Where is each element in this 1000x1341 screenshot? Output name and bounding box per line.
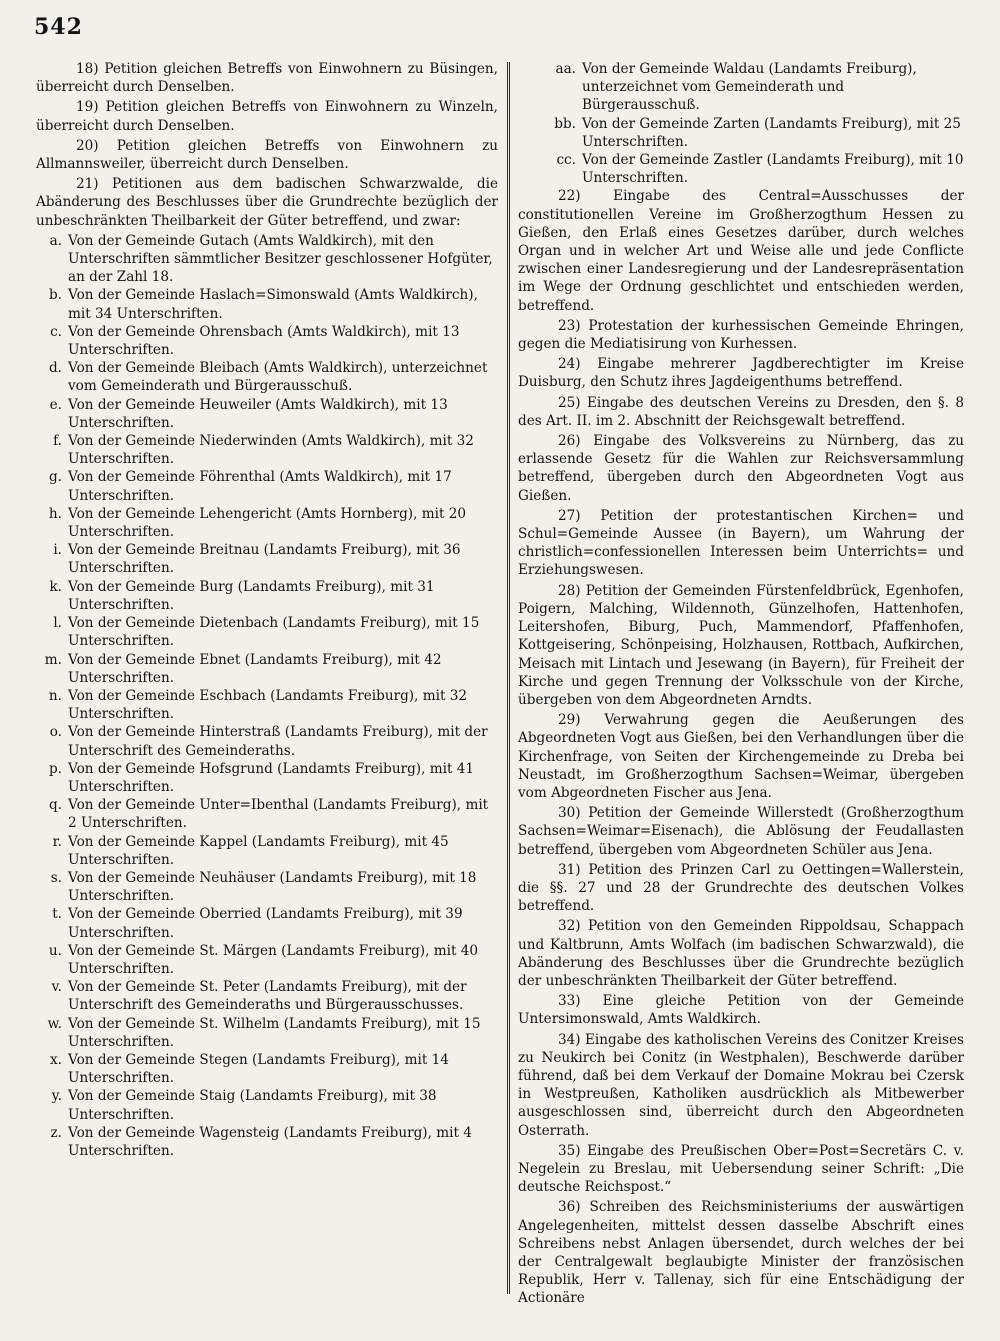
list-item-letter: k. [49, 578, 62, 595]
list-item-text: Von der Gemeinde St. Peter (Landamts Freiburg), mit der Unterschrift des Gemeinderaths und Bürgerausschusses. [68, 979, 467, 1014]
list-item-letter: o. [49, 724, 62, 741]
list-item-letter: q. [48, 797, 62, 814]
petition-19: 19) Petition gleichen Betreffs von Einwohnern zu Winzeln, überreicht durch Denselben. [36, 99, 498, 134]
list-item-text: Von der Gemeinde Haslach=Simonswald (Amts Waldkirch), mit 34 Unterschriften. [68, 287, 478, 322]
list-item-text: Von der Gemeinde Stegen (Landamts Freiburg), mit 14 Unterschriften. [68, 1051, 449, 1087]
list-item [36, 942, 498, 978]
list-item [36, 687, 498, 723]
list-item-letter: b. [48, 287, 62, 304]
petition-paragraph: 23) Protestation der kurhessischen Gemeinde Ehringen, gegen die Mediatisirung von Kurhessen. [518, 317, 964, 353]
list-item-letter: n. [48, 687, 62, 704]
list-item-text: Von der Gemeinde Bleibach (Amts Waldkirch), unterzeichnet vom Gemeinderath und Bürgerausschuß. [68, 360, 488, 395]
list-item-text: Von der Gemeinde Föhrenthal (Amts Waldkirch), mit 17 Unterschriften. [68, 469, 452, 504]
petition-paragraph: 26) Eingabe des Volksvereins zu Nürnberg, das zu erlassende Gesetz für die Wahlen zur Reichsversammlung betreffend, übergeben durch den Abgeordneten Vogt aus Gießen. [518, 433, 964, 504]
list-item [36, 323, 498, 359]
right-column [518, 60, 964, 1310]
petition-paragraph: 35) Eingabe des Preußischen Ober=Post=Secretärs C. v. Negelein zu Breslau, mit Uebersendung seiner Schrift: „Die deutsche Reichspost.“ [518, 1142, 964, 1196]
list-item-text: Von der Gemeinde Heuweiler (Amts Waldkirch), mit 13 Unterschriften. [68, 396, 448, 431]
list-item-letter: bb. [554, 115, 576, 132]
list-item-letter: l. [53, 615, 62, 632]
list-item-text: Von der Gemeinde Ohrensbach (Amts Waldkirch), mit 13 Unterschriften. [68, 323, 460, 359]
petition-21-sublist-continued [518, 60, 964, 187]
list-item [36, 869, 498, 905]
list-item [36, 760, 498, 796]
list-item-letter: i. [53, 542, 62, 559]
list-item-text: Von der Gemeinde Ebnet (Landamts Freiburg), mit 42 Unterschriften. [68, 651, 442, 686]
list-item-letter: d. [48, 360, 62, 377]
petition-paragraph: 28) Petition der Gemeinden Fürstenfeldbrück, Egenhofen, Poigern, Malching, Wildennoth, Günzelhofen, Hattenhofen, Leitershofen, Biburg, Puch, Mammendorf, Pfaffenhofen, Kottgeisering, Schönpeising, Holzhausen, Rottbach, Aufkirchen, Meisach mit Lintach und Jesewang (in Bayern), für Freiheit der Kirche und gegen Trennung der Volksschule von der Kirche, übergeben von dem Abgeordneten Arndts. [518, 582, 964, 708]
list-item-letter: m. [44, 651, 62, 668]
list-item-text: Von der Gemeinde Oberried (Landamts Freiburg), mit 39 Unterschriften. [68, 906, 463, 941]
list-item [518, 115, 964, 151]
list-item-text: Von der Gemeinde Wagensteig (Landamts Freiburg), mit 4 Unterschriften. [68, 1124, 472, 1159]
list-item-letter: x. [50, 1051, 62, 1068]
list-item-letter: r. [52, 833, 62, 850]
list-item-letter: s. [50, 869, 62, 886]
list-item-letter: w. [47, 1015, 62, 1032]
list-item [36, 1051, 498, 1087]
list-item-text: Von der Gemeinde Dietenbach (Landamts Freiburg), mit 15 Unterschriften. [68, 615, 480, 650]
list-item [36, 978, 498, 1014]
list-item [36, 541, 498, 577]
list-item-text: Von der Gemeinde Waldau (Landamts Freiburg), unterzeichnet vom Gemeinderath und Bürgerausschuß. [582, 61, 917, 114]
list-item-letter: c. [50, 323, 62, 340]
list-item-letter: h. [48, 505, 62, 522]
list-item [36, 614, 498, 650]
list-item-text: Von der Gemeinde Neuhäuser (Landamts Freiburg), mit 18 Unterschriften. [68, 869, 477, 905]
petition-paragraph: 34) Eingabe des katholischen Vereins des Conitzer Kreises zu Neukirch bei Conitz (in Westphalen), Beschwerde darüber führend, daß bei dem Verkauf der Domaine Mokrau bei Czersk in Westpreußen, Katholiken ausdrücklich als Mitbewerber ausgeschlossen sind, überreicht durch den Abgeordneten Osterrath. [518, 1031, 964, 1139]
list-item-text: Von der Gemeinde Zastler (Landamts Freiburg), mit 10 Unterschriften. [582, 152, 964, 187]
list-item [36, 505, 498, 541]
column-divider [507, 62, 510, 1294]
list-item [36, 833, 498, 869]
petition-paragraph: 25) Eingabe des deutschen Vereins zu Dresden, den §. 8 des Art. II. im 2. Abschnitt der Reichsgewalt betreffend. [518, 394, 964, 429]
list-item-text: Von der Gemeinde Breitnau (Landamts Freiburg), mit 36 Unterschriften. [68, 542, 461, 577]
list-item-text: Von der Gemeinde Zarten (Landamts Freiburg), mit 25 Unterschriften. [582, 115, 961, 150]
list-item-letter: f. [53, 433, 62, 450]
list-item [36, 796, 498, 832]
petition-paragraph: 29) Verwahrung gegen die Aeußerungen des Abgeordneten Vogt aus Gießen, bei den Verhandlungen über die Kirchenfrage, von Seiten der Kirchengemeinde zu Dreba bei Neustadt, im Großherzogthum Sachsen=Weimar, übergeben vom Abgeordneten Fischer aus Jena. [518, 712, 964, 801]
list-item-letter: y. [51, 1088, 62, 1105]
list-item [36, 396, 498, 432]
list-item-letter: z. [50, 1124, 62, 1141]
list-item-letter: e. [49, 396, 62, 413]
list-item [36, 359, 498, 395]
list-item [518, 151, 964, 187]
petition-18: 18) Petition gleichen Betreffs von Einwohnern zu Büsingen, überreicht durch Denselben. [36, 61, 498, 96]
list-item [518, 60, 964, 115]
list-item [36, 905, 498, 941]
list-item-text: Von der Gemeinde Hinterstraß (Landamts Freiburg), mit der Unterschrift des Gemeinderaths. [68, 724, 488, 759]
list-item [36, 1087, 498, 1123]
list-item-letter: g. [48, 469, 62, 486]
list-item [36, 432, 498, 468]
list-item-text: Von der Gemeinde Unter=Ibenthal (Landamts Freiburg), mit 2 Unterschriften. [68, 797, 489, 832]
list-item [36, 578, 498, 614]
list-item [36, 651, 498, 687]
petition-paragraph: 30) Petition der Gemeinde Willerstedt (Großherzogthum Sachsen=Weimar=Eisenach), die Ablösung der Feudallasten betreffend, übergeben vom Abgeordneten Schüler aus Jena. [518, 805, 964, 858]
list-item-text: Von der Gemeinde Gutach (Amts Waldkirch), mit den Unterschriften sämmtlicher Besitzer geschlossener Hofgüter, an der Zahl 18. [68, 232, 493, 286]
list-item [36, 232, 498, 287]
petition-paragraph: 33) Eine gleiche Petition von der Gemeinde Untersimonswald, Amts Waldkirch. [518, 993, 964, 1028]
list-item [36, 723, 498, 759]
list-item-text: Von der Gemeinde Hofsgrund (Landamts Freiburg), mit 41 Unterschriften. [68, 760, 475, 795]
petition-20: 20) Petition gleichen Betreffs von Einwohnern zu Allmannsweiler, überreicht durch Denselben. [36, 137, 498, 173]
list-item-text: Von der Gemeinde Eschbach (Landamts Freiburg), mit 32 Unterschriften. [68, 687, 468, 723]
list-item-text: Von der Gemeinde Niederwinden (Amts Waldkirch), mit 32 Unterschriften. [68, 433, 474, 468]
petition-paragraph: 31) Petition des Prinzen Carl zu Oettingen=Wallerstein, die §§. 27 und 28 der Grundrechte des deutschen Volkes betreffend. [518, 861, 964, 915]
list-item [36, 1124, 498, 1160]
petition-paragraph: 36) Schreiben des Reichsministeriums der auswärtigen Angelegenheiten, mittelst dessen dasselbe Abschrift eines Schreibens nebst Anlagen übersendet, durch welches der bei der Centralgewalt beglaubigte Minister der französischen Republik, Herr v. Tallenay, sich für eine Entschädigung der Actionäre [518, 1199, 964, 1307]
list-item-text: Von der Gemeinde Lehengericht (Amts Hornberg), mit 20 Unterschriften. [68, 505, 467, 541]
list-item-text: Von der Gemeinde Kappel (Landamts Freiburg), mit 45 Unterschriften. [68, 833, 449, 868]
list-item-text: Von der Gemeinde Staig (Landamts Freiburg), mit 38 Unterschriften. [68, 1088, 437, 1123]
petition-21: 21) Petitionen aus dem badischen Schwarzwalde, die Abänderung des Beschlusses über die Grundrechte bezüglich der unbeschränkten Theilbarkeit der Güter betreffend, und zwar: [36, 176, 498, 229]
page-number: 542 [34, 14, 83, 40]
petition-list [518, 187, 964, 1307]
list-item [36, 468, 498, 504]
list-item-text: Von der Gemeinde St. Wilhelm (Landamts Freiburg), mit 15 Unterschriften. [68, 1015, 481, 1050]
petition-paragraph: 32) Petition von den Gemeinden Rippoldsau, Schappach und Kaltbrunn, Amts Wolfach (im badischen Schwarzwald), die Abänderung des Beschlusses über die Grundrechte bezüglich der unbeschränkten Theilbarkeit der Güter betreffend. [518, 918, 964, 989]
list-item-letter: aa. [555, 61, 576, 77]
petition-21-sublist [36, 232, 498, 1160]
list-item [36, 286, 498, 322]
left-column [36, 60, 498, 1160]
list-item-letter: t. [52, 906, 62, 923]
petition-paragraph: 27) Petition der protestantischen Kirchen= und Schul=Gemeinde Aussee (in Bayern), um Wahrung der christlich=confessionellen Interessen beim Unterrichts= und Erziehungswesen. [518, 507, 964, 579]
list-item-letter: p. [48, 760, 62, 777]
list-item-letter: a. [49, 232, 62, 249]
list-item [36, 1015, 498, 1051]
list-item-letter: cc. [556, 152, 576, 169]
list-item-letter: u. [48, 942, 62, 959]
list-item-text: Von der Gemeinde St. Märgen (Landamts Freiburg), mit 40 Unterschriften. [68, 942, 479, 977]
petition-paragraph: 24) Eingabe mehrerer Jagdberechtigter im Kreise Duisburg, den Schutz ihres Jagdeigenthums betreffend. [518, 356, 964, 391]
list-item-text: Von der Gemeinde Burg (Landamts Freiburg), mit 31 Unterschriften. [68, 578, 435, 613]
petition-paragraph: 22) Eingabe des Central=Ausschusses der constitutionellen Vereine im Großherzogthum Hessen zu Gießen, den Erlaß eines Gesetzes darüber, durch welches Organ und in welcher Art und Weise alle und jede Conflicte zwischen einer Landesregierung und der Landesrepräsentation im Wege der Ordnung geschlichtet und entschieden werden, betreffend. [518, 188, 964, 314]
list-item-letter: v. [51, 979, 62, 996]
